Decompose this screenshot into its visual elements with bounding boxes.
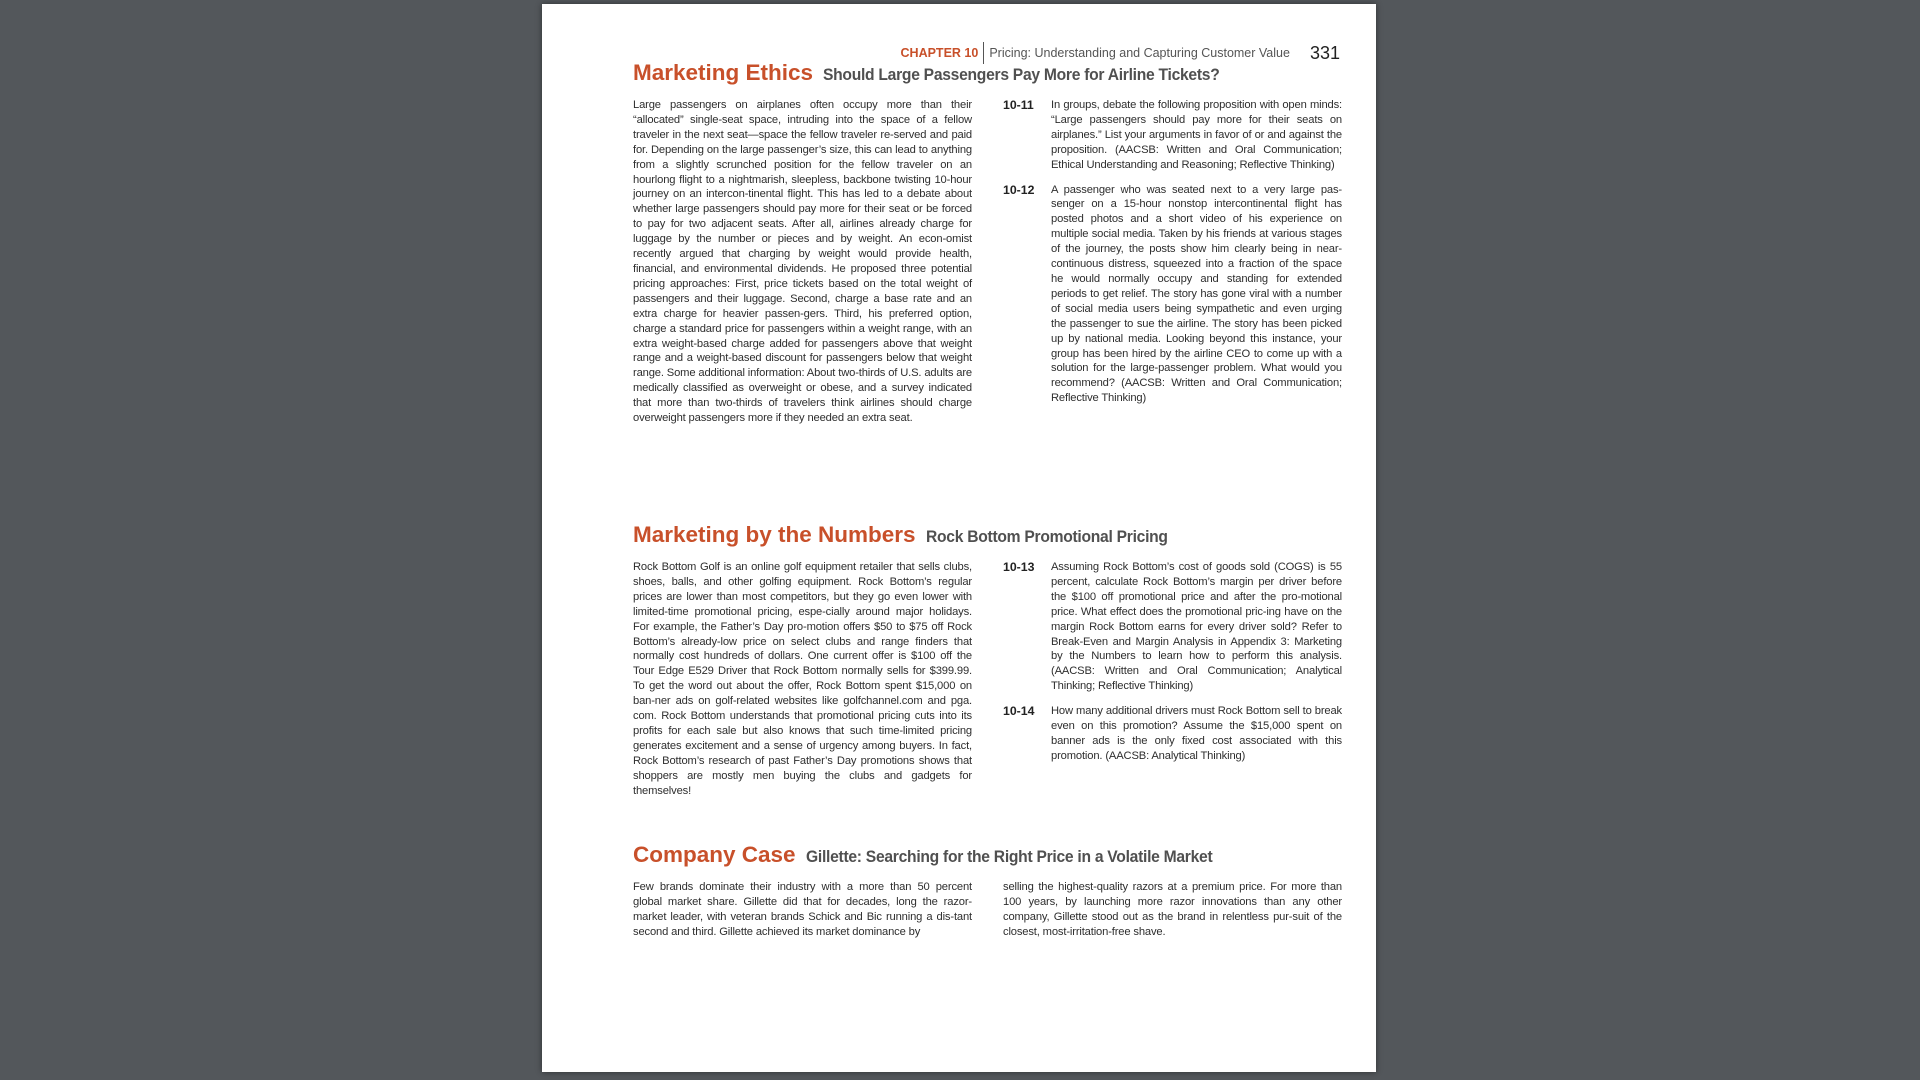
- question-number: 10-13: [1003, 560, 1035, 574]
- body-paragraph: selling the highest-quality razors at a premium price. For more than 100 years, by launching more razor innovations than any other company, Gillette stood out as the brand in relentless pur-suit of the closest, most-irritation-free shave.: [1003, 881, 1342, 938]
- question-number: 10-12: [1003, 182, 1035, 197]
- body-paragraph: Few brands dominate their industry with a more than 50 percent global market share. Gillette did that for decades, long the razor-market leader, with veteran brands Schick and Bic running a dis-tant second and third. Gillette achieved its market dominance by: [633, 881, 972, 938]
- section-title: Marketing by the Numbers: [633, 522, 916, 547]
- section-title: Marketing Ethics: [633, 60, 814, 85]
- section-marketing-ethics: [633, 60, 1342, 426]
- two-column-body: [633, 880, 1342, 940]
- question-number: 10-14: [1003, 704, 1035, 719]
- question-item: [1003, 560, 1342, 694]
- question-item: [1003, 704, 1342, 764]
- chapter-label: CHAPTER 10: [901, 42, 985, 64]
- question-item: [1003, 183, 1342, 407]
- section-subtitle: Gillette: Searching for the Right Price in a Volatile Market: [805, 847, 1212, 866]
- two-column-body: [633, 560, 1342, 799]
- section-subtitle: Rock Bottom Promotional Pricing: [925, 527, 1168, 546]
- page-number: 331: [1309, 42, 1340, 63]
- two-column-body: [633, 98, 1342, 426]
- section-heading: [633, 522, 1342, 548]
- section-title: Company Case: [633, 842, 796, 867]
- question-text: How many additional drivers must Rock Bottom sell to break even on this promotion? Assume the $15,000 spent on banner ads is the only fixed cost associated with this promotion. (AACSB: Analytical Thinking): [1051, 705, 1342, 762]
- section-marketing-by-the-numbers: [633, 522, 1342, 799]
- question-number: 10-11: [1003, 98, 1034, 112]
- question-text: A passenger who was seated next to a very large pas-senger on a 15-hour nonstop intercontinental flight has posted photos and a short video of his experience on multiple social media. Taken by his friends at various stages of the journey, the posts show him clearly being in near-continuous distress, squeezed into a fraction of the space he would normally occupy and standing for extended periods to get relief. The story has gone viral with a number of social media users being sympathetic and even urging the passenger to sue the airline. The story has been picked up by national media. Looking beyond this instance, your group has been hired by the airline CEO to come up with a solution for the large-passenger problem. What would you recommend? (AACSB: Written and Oral Communication; Reflective Thinking): [1051, 183, 1342, 405]
- right-column: [1003, 560, 1342, 799]
- right-column: [1003, 98, 1342, 426]
- section-subtitle: Should Large Passengers Pay More for Airline Tickets?: [823, 65, 1220, 84]
- body-paragraph: Rock Bottom Golf is an online golf equipment retailer that sells clubs, shoes, balls, and other golfing equipment. Rock Bottom’s regular prices are lower than most competitors, but they go even lower with limited-time promotional pricing, espe-cially around major holidays. For example, the Father’s Day pro-motion offers $50 to $75 off Rock Bottom’s already-low price on select clubs and range finders that normally cost hundreds of dollars. One current offer is $100 off the Tour Edge E529 Driver that Rock Bottom normally sells for $399.99. To get the word out about the offer, Rock Bottom spent $15,000 on ban-ner ads on golf-related websites like golfchannel.com and pga. com. Rock Bottom understands that promotional pricing cuts into its profits for each sale but also knows that such time-limited pricing generates excitement and a sense of urgency among buyers. In fact, Rock Bottom’s research of past Father’s Day promotions shows that shoppers are mostly men buying the clubs and gadgets for themselves!: [633, 561, 972, 797]
- section-heading: [633, 842, 1342, 868]
- question-item: [1003, 98, 1342, 173]
- question-text: Assuming Rock Bottom’s cost of goods sold (COGS) is 55 percent, calculate Rock Bottom’s margin per driver before the $100 off promotional price and after the pro-motional price. What effect does the promotional pric-ing have on the margin Rock Bottom earns for every driver sold? Refer to Break-Even and Margin Analysis in Appendix 3: Marketing by the Numbers to learn how to perform this analysis. (AACSB: Written and Oral Communication; Analytical Thinking; Reflective Thinking): [1051, 561, 1342, 693]
- chapter-title: Pricing: Understanding and Capturing Customer Value: [989, 46, 1290, 60]
- section-company-case: [633, 842, 1342, 940]
- section-heading: [633, 60, 1342, 86]
- right-column: [1003, 880, 1342, 940]
- left-column: [633, 880, 972, 940]
- left-column: [633, 560, 972, 799]
- document-page: [542, 4, 1376, 1072]
- body-paragraph: Large passengers on airplanes often occupy more than their “allocated” single-seat space, intruding into the space of a fellow traveler in the next seat—space the fellow traveler re-served and paid for. Depending on the large passenger’s size, this can lead to anything from a slightly scrunched position for the fellow traveler on an hourlong flight to a nightmarish, sleepless, backbone twisting 10-hour journey on an intercon-tinental flight. This has led to a debate about whether large passengers should pay more for their seat or be forced to pay for two adjacent seats. After all, airlines already charge for luggage by the number or pieces and by weight. An econ-omist recently argued that charging by weight would provide health, financial, and environmental dividends. He proposed three potential pricing approaches: First, price tickets based on the total weight of passengers and their luggage. Second, charge a base rate and an extra charge for heavier passen-gers. Third, his preferred option, charge a standard price for passengers within a weight range, with an extra weight-based charge added for passengers above that weight range and a weight-based discount for passengers below that weight range. Some additional information: About two-thirds of U.S. adults are medically classified as overweight or obese, and a survey indicated that more than two-thirds of travelers think airlines should charge overweight passengers more if they needed an extra seat.: [633, 99, 972, 425]
- question-text: In groups, debate the following proposition with open minds: “Large passengers should pay more for their seats on airplanes.” List your arguments in favor of or and against the proposition. (AACSB: Written and Oral Communication; Ethical Understanding and Reasoning; Reflective Thinking): [1051, 99, 1342, 171]
- left-column: [633, 98, 972, 426]
